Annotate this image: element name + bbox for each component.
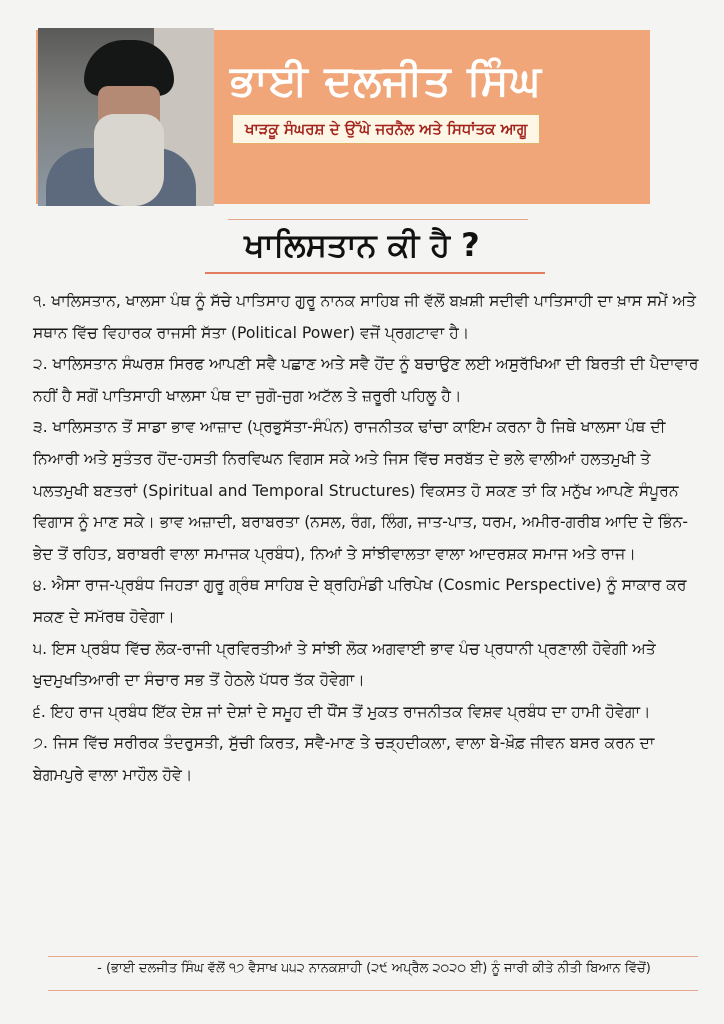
paragraph-5: ੫. ਇਸ ਪ੍ਰਬੰਧ ਵਿੱਚ ਲੋਕ-ਰਾਜੀ ਪ੍ਰਵਿਰਤੀਆਂ ਤੇ ਸਾਂਝੀ ਲੋਕ ਅਗਵਾਈ ਭਾਵ ਪੰਚ ਪ੍ਰਧਾਨੀ ਪ੍ਰਣਾਲੀ ਹੋਵੇਗੀ ਅਤੇ ਖੁਦਮੁਖਤਿਆਰੀ ਦਾ ਸੰਚਾਰ ਸਭ ਤੋਂ ਹੇਠਲੇ ਪੱਧਰ ਤੱਕ ਹੋਵੇਗਾ। xyxy=(33,639,656,690)
title-top-rule xyxy=(228,219,528,220)
title-underline xyxy=(205,272,545,274)
page-title: ਖਾਲਿਸਤਾਨ ਕੀ ਹੈ ? xyxy=(244,226,480,264)
footer-rule-top xyxy=(48,956,698,957)
source-citation: - (ਭਾਈ ਦਲਜੀਤ ਸਿੰਘ ਵੱਲੋਂ ੧੭ ਵੈਸਾਖ ੫੫੨ ਨਾਨਕਸ਼ਾਹੀ (੨੯ ਅਪ੍ਰੈਲ ੨੦੨੦ ਈ) ਨੂੰ ਜਾਰੀ ਕੀਤੇ ਨੀਤੀ ਬਿਆਨ ਵਿੱਚੋਂ) xyxy=(97,961,651,976)
header-subtitle: ਖਾੜਕੂ ਸੰਘਰਸ਼ ਦੇ ਉੱਘੇ ਜਰਨੈਲ ਅਤੇ ਸਿਧਾਂਤਕ ਆਗੂ xyxy=(232,114,540,144)
portrait-photo xyxy=(38,28,214,206)
paragraph-2: ੨. ਖਾਲਿਸਤਾਨ ਸੰਘਰਸ਼ ਸਿਰਫ ਆਪਣੀ ਸਵੈ ਪਛਾਣ ਅਤੇ ਸਵੈ ਹੋਂਦ ਨੂੰ ਬਚਾਉਣ ਲਈ ਅਸੁਰੱਖਿਆ ਦੀ ਬਿਰਤੀ ਦੀ ਪੈਦਾਵਾਰ ਨਹੀਂ ਹੈ ਸਗੋਂ ਪਾਤਿਸਾਹੀ ਖਾਲਸਾ ਪੰਥ ਦਾ ਜੁਗੋ-ਜੁਗ ਅਟੱਲ ਤੇ ਜ਼ਰੂਰੀ ਪਹਿਲੂ ਹੈ। xyxy=(33,355,699,405)
document-body xyxy=(33,286,701,792)
paragraph-3: ੩. ਖਾਲਿਸਤਾਨ ਤੋਂ ਸਾਡਾ ਭਾਵ ਆਜ਼ਾਦ (ਪ੍ਰਭੁਸੱਤਾ-ਸੰਪੰਨ) ਰਾਜਨੀਤਕ ਢਾਂਚਾ ਕਾਇਮ ਕਰਨਾ ਹੈ ਜਿਥੇ ਖਾਲਸਾ ਪੰਥ ਦੀ ਨਿਆਰੀ ਅਤੇ ਸੁਤੰਤਰ ਹੋਂਦ-ਹਸਤੀ ਨਿਰਵਿਘਨ ਵਿਗਸ ਸਕੇ ਅਤੇ ਜਿਸ ਵਿੱਚ ਸਰਬੱਤ ਦੇ ਭਲੇ ਵਾਲੀਆਂ ਹਲਤਮੁਖੀ ਤੇ ਪਲਤਮੁਖੀ ਬਣਤਰਾਂ (Spiritual and Temporal Structures) ਵਿਕਸਤ ਹੋ ਸਕਣ ਤਾਂ ਕਿ ਮਨੁੱਖ ਆਪਣੇ ਸੰਪੂਰਨ ਵਿਗਾਸ ਨੂੰ ਮਾਣ ਸਕੇ। ਭਾਵ ਅਜ਼ਾਦੀ, ਬਰਾਬਰਤਾ (ਨਸਲ, ਰੰਗ, ਲਿੰਗ, ਜਾਤ-ਪਾਤ, ਧਰਮ, ਅਮੀਰ-ਗਰੀਬ ਆਦਿ ਦੇ ਭਿੰਨ-ਭੇਦ ਤੋਂ ਰਹਿਤ, ਬਰਾਬਰੀ ਵਾਲਾ ਸਮਾਜਕ ਪ੍ਰਬੰਧ), ਨਿਆਂ ਤੇ ਸਾਂਝੀਵਾਲਤਾ ਵਾਲਾ ਆਦਰਸ਼ਕ ਸਮਾਜ ਅਤੇ ਰਾਜ। xyxy=(33,418,689,563)
photo-beard xyxy=(94,114,164,206)
paragraph-1: ੧. ਖਾਲਿਸਤਾਨ, ਖਾਲਸਾ ਪੰਥ ਨੂੰ ਸੱਚੇ ਪਾਤਿਸਾਹ ਗੁਰੂ ਨਾਨਕ ਸਾਹਿਬ ਜੀ ਵੱਲੋਂ ਬਖ਼ਸ਼ੀ ਸਦੀਵੀ ਪਾਤਿਸਾਹੀ ਦਾ ਖ਼ਾਸ ਸਮੇਂ ਅਤੇ ਸਥਾਨ ਵਿੱਚ ਵਿਹਾਰਕ ਰਾਜਸੀ ਸੱਤਾ (Political Power) ਵਜੋਂ ਪ੍ਰਗਟਾਵਾ ਹੈ। xyxy=(33,292,696,342)
paragraph-7: ੭. ਜਿਸ ਵਿੱਚ ਸਰੀਰਕ ਤੰਦਰੁਸਤੀ, ਸੁੱਚੀ ਕਿਰਤ, ਸਵੈ-ਮਾਣ ਤੇ ਚੜ੍ਹਦੀਕਲਾ, ਵਾਲਾ ਬੇ-ਖ਼ੌਫ਼ ਜੀਵਨ ਬਸਰ ਕਰਨ ਦਾ ਬੇਗਮਪੁਰੇ ਵਾਲਾ ਮਾਹੌਲ ਹੋਵੇ। xyxy=(33,734,655,784)
footer-rule-bottom xyxy=(48,990,698,991)
paragraph-6: ੬. ਇਹ ਰਾਜ ਪ੍ਰਬੰਧ ਇੱਕ ਦੇਸ਼ ਜਾਂ ਦੇਸ਼ਾਂ ਦੇ ਸਮੂਹ ਦੀ ਧੌਂਸ ਤੋਂ ਮੁਕਤ ਰਾਜਨੀਤਕ ਵਿਸ਼ਵ ਪ੍ਰਬੰਧ ਦਾ ਹਾਮੀ ਹੋਵੇਗਾ। xyxy=(33,702,651,721)
paragraph-4: ੪. ਐਸਾ ਰਾਜ-ਪ੍ਰਬੰਧ ਜਿਹੜਾ ਗੁਰੂ ਗ੍ਰੰਥ ਸਾਹਿਬ ਦੇ ਬ੍ਰਹਿਮੰਡੀ ਪਰਿਪੇਖ (Cosmic Perspective) ਨੂੰ ਸਾਕਾਰ ਕਰ ਸਕਣ ਦੇ ਸਮੱਰਥ ਹੋਵੇਗਾ। xyxy=(33,576,687,626)
header-name: ਭਾਈ ਦਲਜੀਤ ਸਿੰਘ xyxy=(230,56,542,105)
